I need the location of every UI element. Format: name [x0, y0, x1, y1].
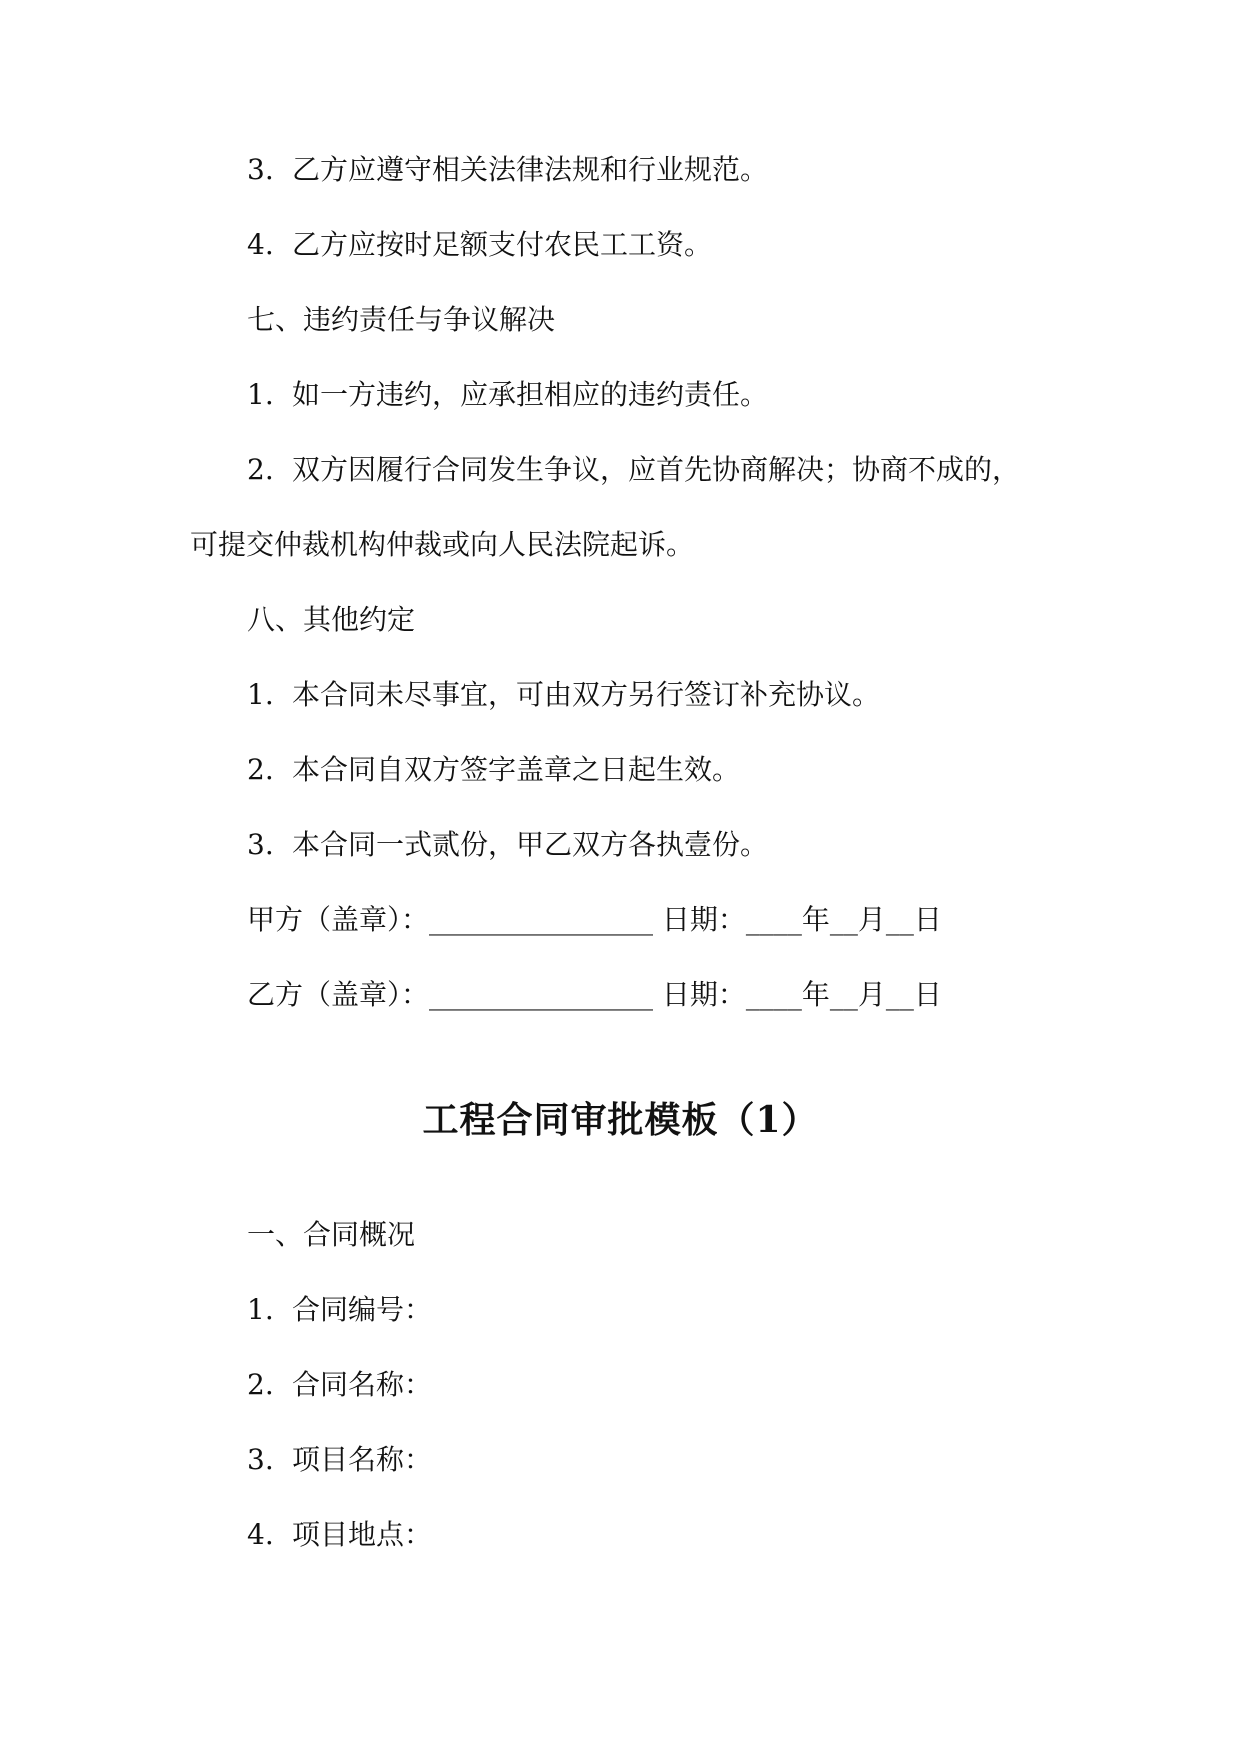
- signature-line-party-a: 甲方（盖章）：________________ 日期：____年__月__日: [247, 903, 942, 936]
- clause-number: 1.: [247, 378, 274, 411]
- field-label: 合同编号：: [292, 1293, 433, 1326]
- clause-text: 本合同一式贰份，甲乙双方各执壹份。: [292, 828, 769, 861]
- clause-number: 2.: [247, 453, 274, 486]
- overview-item: [247, 1292, 432, 1328]
- clause-number: 4.: [247, 1518, 274, 1551]
- document-title: 工程合同审批模板（1）: [422, 1099, 819, 1141]
- clause-item: [247, 452, 1020, 488]
- clause-text: 本合同未尽事宜，可由双方另行签订补充协议。: [292, 678, 881, 711]
- clause-item: [247, 827, 768, 863]
- field-label: 项目地点：: [292, 1518, 433, 1551]
- clause-number: 1.: [247, 678, 274, 711]
- clause-item: [247, 677, 880, 713]
- clause-item: [247, 752, 740, 788]
- clause-number: 2.: [247, 1368, 274, 1401]
- clause-text: 如一方违约，应承担相应的违约责任。: [292, 378, 769, 411]
- field-label: 合同名称：: [292, 1368, 433, 1401]
- clause-number: 3.: [247, 153, 274, 186]
- overview-item: [247, 1442, 432, 1478]
- clause-text: 乙方应按时足额支付农民工工资。: [292, 228, 713, 261]
- section-heading: 一、合同概况: [247, 1218, 416, 1251]
- clause-item: [247, 377, 768, 413]
- clause-number: 3.: [247, 1443, 274, 1476]
- clause-number: 1.: [247, 1293, 274, 1326]
- overview-item: [247, 1517, 432, 1553]
- clause-item: [247, 152, 768, 188]
- overview-item: [247, 1367, 432, 1403]
- clause-number: 2.: [247, 753, 274, 786]
- field-label: 项目名称：: [292, 1443, 433, 1476]
- clause-continuation: 可提交仲裁机构仲裁或向人民法院起诉。: [190, 528, 695, 561]
- clause-text: 乙方应遵守相关法律法规和行业规范。: [292, 153, 769, 186]
- clause-item: [247, 227, 712, 263]
- clause-text: 本合同自双方签字盖章之日起生效。: [292, 753, 741, 786]
- section-heading: 八、其他约定: [247, 603, 416, 636]
- signature-line-party-b: 乙方（盖章）：________________ 日期：____年__月__日: [247, 978, 942, 1011]
- clause-number: 4.: [247, 228, 274, 261]
- clause-number: 3.: [247, 828, 274, 861]
- clause-text: 双方因履行合同发生争议，应首先协商解决；协商不成的，: [292, 453, 1021, 486]
- section-heading: 七、违约责任与争议解决: [247, 303, 556, 336]
